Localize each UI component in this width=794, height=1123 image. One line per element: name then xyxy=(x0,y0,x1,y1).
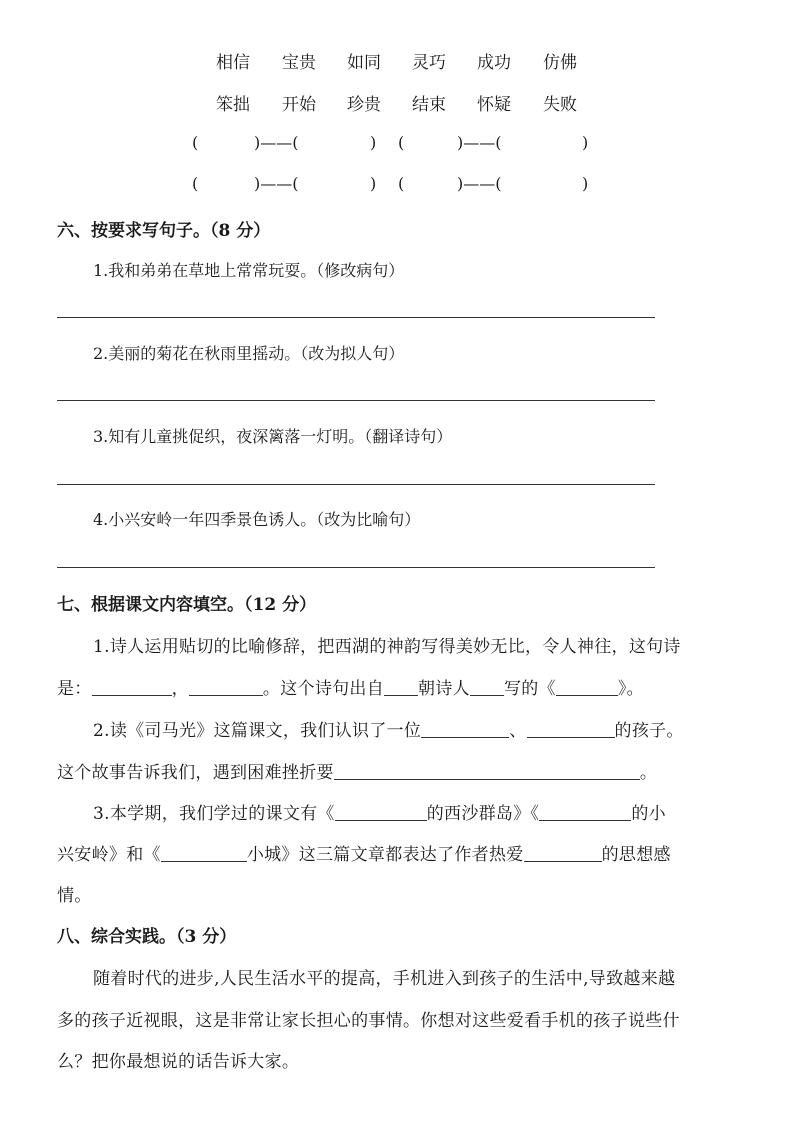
antonym-blank-row[interactable]: ( )——( ) ( )——( ) xyxy=(192,174,589,193)
fill-blank[interactable] xyxy=(524,844,602,862)
word: 相信 xyxy=(216,53,250,73)
word: 笨拙 xyxy=(216,95,250,115)
fill-blank[interactable] xyxy=(92,678,172,696)
fill-blank[interactable] xyxy=(384,678,418,696)
word: 失败 xyxy=(543,95,577,115)
answer-line[interactable] xyxy=(57,567,655,568)
fill-question: 1.诗人运用贴切的比喻修辞，把西湖的神韵写得美妙无比，令人神往，这句诗 xyxy=(93,637,681,657)
word: 宝贵 xyxy=(282,53,316,73)
fill-question: 2.读《司马光》这篇课文，我们认识了一位 、 的孩子。 xyxy=(93,721,684,741)
fill-blank[interactable] xyxy=(539,803,631,821)
answer-line[interactable] xyxy=(57,317,655,318)
section-6-heading: 六、按要求写句子。（8 分） xyxy=(57,221,271,241)
fill-question: 3.本学期，我们学过的课文有《 的西沙群岛》《 的小 xyxy=(93,804,666,824)
question-item: 2.美丽的菊花在秋雨里摇动。（改为拟人句） xyxy=(93,344,405,363)
section-7-heading: 七、根据课文内容填空。（12 分） xyxy=(57,595,317,615)
word: 怀疑 xyxy=(477,95,511,115)
word: 如同 xyxy=(347,53,381,73)
section-8-heading: 八、综合实践。（3 分） xyxy=(57,927,237,947)
fill-question: 这个故事告诉我们，遇到困难挫折要 。 xyxy=(57,763,658,783)
passage-line: 随着时代的进步,人民生活水平的提高，手机进入到孩子的生活中,导致越来越 xyxy=(93,969,676,989)
fill-blank[interactable] xyxy=(421,720,509,738)
word: 灵巧 xyxy=(412,53,446,73)
fill-question: 是： ， 。这个诗句出自 朝诗人 写的《 》。 xyxy=(57,679,644,699)
fill-question: 情。 xyxy=(57,886,92,906)
question-item: 3.知有儿童挑促织，夜深篱落一灯明。（翻译诗句） xyxy=(93,427,453,446)
fill-blank[interactable] xyxy=(556,678,618,696)
antonym-blank-row[interactable]: ( )——( ) ( )——( ) xyxy=(192,133,589,152)
word: 开始 xyxy=(282,95,316,115)
fill-blank[interactable] xyxy=(527,720,615,738)
fill-question: 兴安岭》和《 小城》这三篇文章都表达了作者热爱 的思想感 xyxy=(57,845,671,865)
word: 珍贵 xyxy=(347,95,381,115)
fill-blank[interactable] xyxy=(161,844,247,862)
question-item: 4.小兴安岭一年四季景色诱人。（改为比喻句） xyxy=(93,510,421,529)
answer-line[interactable] xyxy=(57,484,655,485)
fill-blank[interactable] xyxy=(189,678,263,696)
fill-blank[interactable] xyxy=(470,678,504,696)
answer-line[interactable] xyxy=(57,400,655,401)
fill-blank[interactable] xyxy=(335,803,427,821)
passage-line: 多的孩子近视眼，这是非常让家长担心的事情。你想对这些爱看手机的孩子说些什 xyxy=(57,1011,680,1031)
passage-line: 么？把你最想说的话告诉大家。 xyxy=(57,1052,300,1072)
fill-blank[interactable] xyxy=(334,762,640,780)
question-item: 1.我和弟弟在草地上常常玩耍。（修改病句） xyxy=(93,261,405,280)
word: 成功 xyxy=(477,53,511,73)
word: 仿佛 xyxy=(543,53,577,73)
word: 结束 xyxy=(412,95,446,115)
